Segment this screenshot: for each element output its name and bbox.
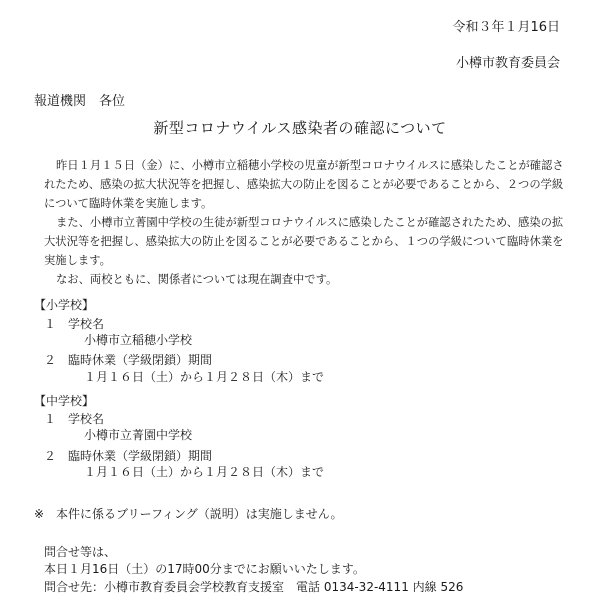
elementary-school-name: 小樽市立稲穂小学校 bbox=[84, 333, 193, 347]
paragraph-1: 昨日１月１５日（金）に、小樽市立稲穂小学校の児童が新型コロナウイルスに感染したことが確認されたため、感染の拡大状況等を把握し、感染拡大の防止を図ることが必要であることから、２つの学級について臨時休業を実施します。 bbox=[44, 159, 564, 210]
junior-high-school-label: １ 学校名 bbox=[44, 412, 105, 426]
contact-hours: 本日１月16日（土）の17時00分までにお願いいたします。 bbox=[44, 562, 365, 576]
paragraph-2: また、小樽市立菁園中学校の生徒が新型コロナウイルスに感染したことが確認されたため、感染の拡大状況等を把握し、感染拡大の防止を図ることが必要であることから、１つの学級について臨時休業を実施します。 bbox=[44, 216, 564, 267]
document-date: 令和３年１月16日 bbox=[452, 20, 560, 35]
document-title: 新型コロナウイルス感染者の確認について bbox=[153, 119, 447, 137]
recipient-line: 報道機関 各位 bbox=[34, 94, 126, 109]
paragraph-3: なお、両校ともに、関係者については現在調査中です。 bbox=[56, 273, 338, 286]
junior-high-heading: 【中学校】 bbox=[34, 394, 95, 408]
junior-high-school-name: 小樽市立菁園中学校 bbox=[84, 428, 193, 442]
contact-address: 問合せ先：小樽市教育委員会学校教育支援室 電話 0134-32-4111 内線 526 bbox=[44, 580, 464, 594]
elementary-heading: 【小学校】 bbox=[34, 298, 95, 312]
elementary-closure-period: １月１６日（土）から１月２８日（木）まで bbox=[84, 370, 325, 384]
elementary-closure-label: ２ 臨時休業（学級閉鎖）期間 bbox=[44, 353, 213, 367]
issuer-name: 小樽市教育委員会 bbox=[455, 56, 560, 71]
briefing-note: ※ 本件に係るブリーフィング（説明）は実施しません。 bbox=[34, 507, 343, 521]
elementary-school-label: １ 学校名 bbox=[44, 317, 105, 331]
junior-high-closure-period: １月１６日（土）から１月２８日（木）まで bbox=[84, 465, 325, 479]
junior-high-closure-label: ２ 臨時休業（学級閉鎖）期間 bbox=[44, 449, 213, 463]
contact-heading: 問合せ等は、 bbox=[44, 545, 117, 559]
body-paragraphs bbox=[44, 156, 574, 289]
